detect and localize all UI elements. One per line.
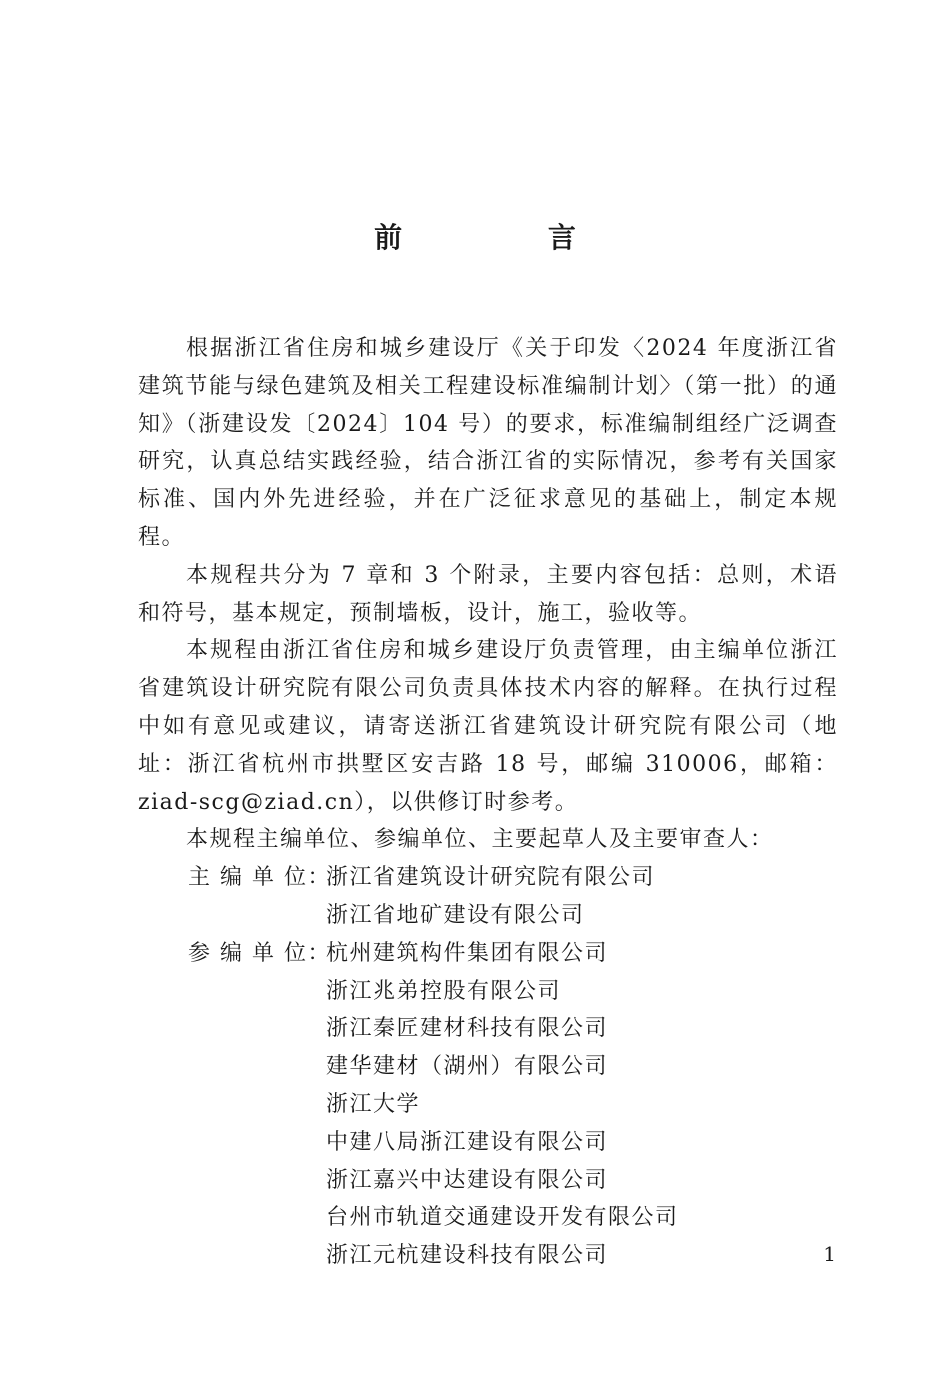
org-name: 浙江省建筑设计研究院有限公司 [326, 865, 656, 891]
list-item [138, 1237, 838, 1275]
org-name: 建华建材（湖州）有限公司 [326, 1054, 609, 1080]
org-name: 浙江元杭建设科技有限公司 [326, 1243, 609, 1269]
org-name: 杭州建筑构件集团有限公司 [326, 940, 609, 966]
org-name: 浙江嘉兴中达建设有限公司 [326, 1167, 609, 1193]
units-intro: 本规程主编单位、参编单位、主要起草人及主要审查人： [186, 827, 774, 853]
chief-units-label: 主 编 单 位： [188, 865, 331, 891]
participating-units-label: 参 编 单 位： [188, 940, 331, 966]
chief-units-list [138, 859, 838, 935]
preface-body [138, 330, 838, 1275]
paragraph-basis: 根据浙江省住房和城乡建设厅《关于印发〈2024 年度浙江省建筑节能与绿色建筑及相关工程建设标准编制计划〉（第一批）的通知》（浙建设发〔2024〕104 号）的要求，标准编制组经广泛调查研究，认真总结实践经验，结合浙江省的实际情况，参考有关国家标准、国内外先进经验，并在广泛征求意见的基础上，制定本规程。 [138, 336, 838, 550]
org-name: 浙江大学 [326, 1091, 421, 1117]
org-name: 浙江省地矿建设有限公司 [326, 902, 585, 928]
list-item [138, 973, 838, 1011]
org-name: 中建八局浙江建设有限公司 [326, 1129, 609, 1155]
list-item [138, 1010, 838, 1048]
list-item [138, 1086, 838, 1124]
list-item [138, 897, 838, 935]
list-item [138, 1199, 838, 1237]
org-name: 台州市轨道交通建设开发有限公司 [326, 1205, 679, 1231]
org-name: 浙江兆弟控股有限公司 [326, 978, 562, 1004]
list-item [138, 1048, 838, 1086]
org-name: 浙江秦匠建材科技有限公司 [326, 1016, 609, 1042]
page-number: 1 [823, 1242, 836, 1266]
list-item [138, 1162, 838, 1200]
participating-units-list [138, 935, 838, 1275]
list-item [138, 859, 838, 897]
paragraph-management: 本规程由浙江省住房和城乡建设厅负责管理，由主编单位浙江省建筑设计研究院有限公司负责具体技术内容的解释。在执行过程中如有意见或建议，请寄送浙江省建筑设计研究院有限公司（地址：浙江省杭州市拱墅区安吉路 18 号，邮编 310006，邮箱：ziad-scg@ziad.cn），以供修订时参考。 [138, 638, 838, 815]
list-item [138, 1124, 838, 1162]
page-title: 前 言 [374, 221, 644, 254]
list-item [138, 935, 838, 973]
paragraph-contents: 本规程共分为 7 章和 3 个附录，主要内容包括：总则，术语和符号，基本规定，预制墙板，设计，施工，验收等。 [138, 562, 838, 626]
